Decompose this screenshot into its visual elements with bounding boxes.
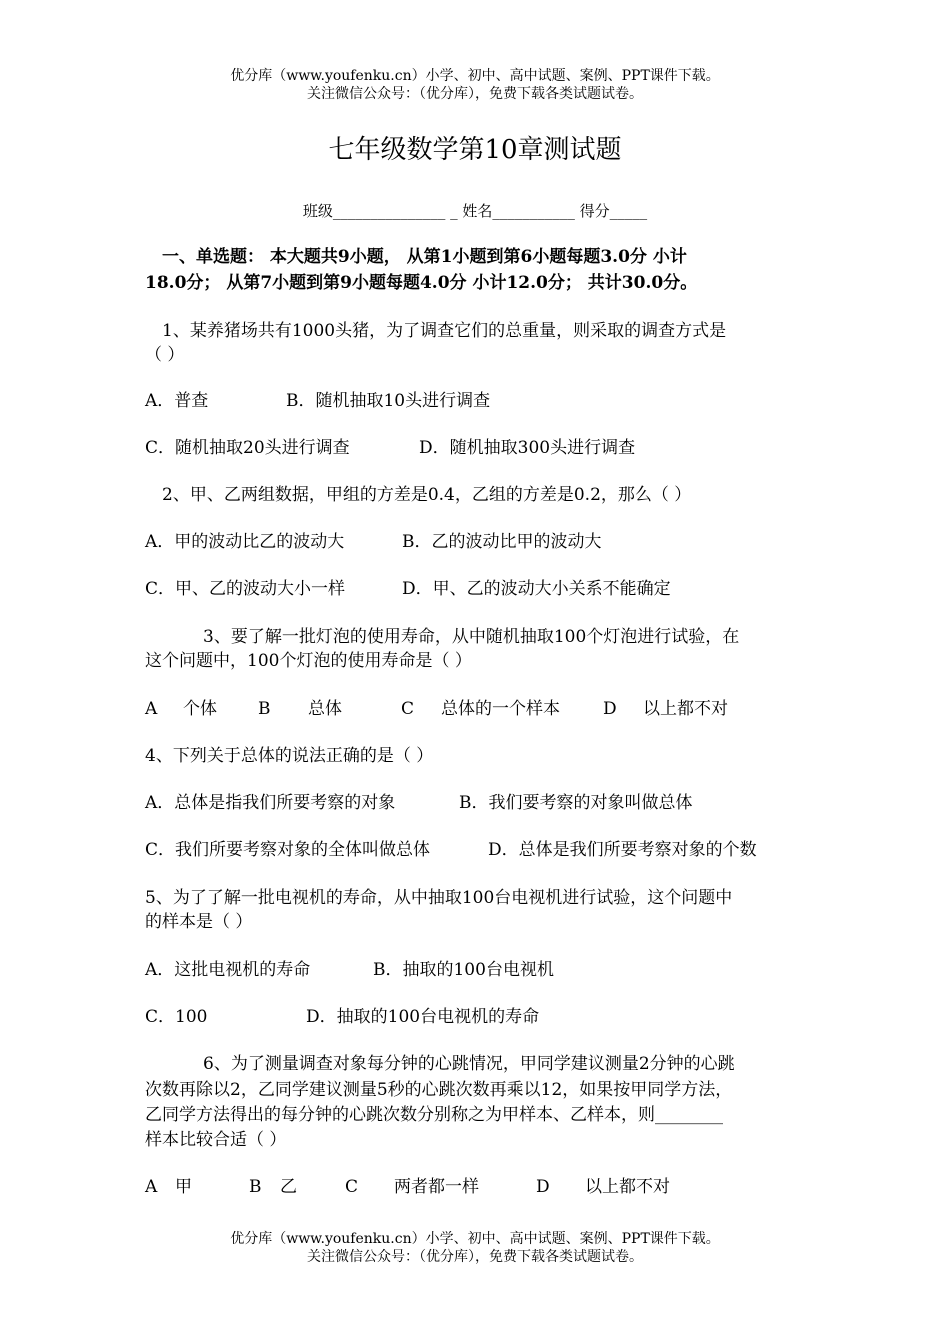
page-header-line-2: 关注微信公众号：（优分库），免费下载各类试题试卷。 <box>307 86 643 102</box>
option-d: D．抽取的100台电视机的寿命 <box>306 1007 540 1027</box>
option-c-text: 两者都一样 <box>394 1177 479 1197</box>
option-d-text: 以上都不对 <box>643 699 728 719</box>
option-b-letter: B <box>258 699 271 719</box>
section-heading-line-1: 一、单选题： 本大题共9小题， 从第1小题到第6小题每题3.0分 小计 <box>162 247 687 267</box>
option-c-letter: C <box>401 699 415 719</box>
option-b-text: 乙 <box>280 1177 297 1197</box>
question-text: 的样本是（ ） <box>145 912 253 932</box>
question-text: 乙同学方法得出的每分钟的心跳次数分别称之为甲样本、乙样本，则________ <box>145 1105 723 1125</box>
option-d-letter: D <box>536 1177 550 1197</box>
option-d: D．甲、乙的波动大小关系不能确定 <box>402 579 671 599</box>
option-d: D．随机抽取300头进行调查 <box>419 438 636 458</box>
class-name-score-line: 班级_______________ _ 姓名___________ 得分_____ <box>302 202 648 220</box>
page-footer-line-2: 关注微信公众号：（优分库），免费下载各类试题试卷。 <box>307 1249 643 1265</box>
option-c-letter: C <box>345 1177 359 1197</box>
question-text: 3、要了解一批灯泡的使用寿命，从中随机抽取100个灯泡进行试验，在 <box>203 627 740 647</box>
question-text: （ ） <box>145 345 185 365</box>
option-a-text: 甲 <box>175 1177 192 1197</box>
option-c-text: 总体的一个样本 <box>441 699 560 719</box>
question-text: 样本比较合适（ ） <box>145 1130 287 1150</box>
question-text: 这个问题中，100个灯泡的使用寿命是（ ） <box>145 651 472 671</box>
option-b: B．乙的波动比甲的波动大 <box>402 532 602 552</box>
option-c: C．甲、乙的波动大小一样 <box>145 579 346 599</box>
option-b: B．随机抽取10头进行调查 <box>286 391 491 411</box>
option-a-text: 个体 <box>183 699 217 719</box>
question-text: 6、为了测量调查对象每分钟的心跳情况，甲同学建议测量2分钟的心跳 <box>203 1054 735 1074</box>
option-d-letter: D <box>603 699 617 719</box>
question-text: 次数再除以2，乙同学建议测量5秒的心跳次数再乘以12，如果按甲同学方法， <box>145 1080 733 1100</box>
question-text: 4、下列关于总体的说法正确的是（ ） <box>145 746 434 766</box>
option-d-text: 以上都不对 <box>585 1177 670 1197</box>
option-a: A．这批电视机的寿命 <box>145 960 311 980</box>
option-b-letter: B <box>249 1177 262 1197</box>
question-text: 2、甲、乙两组数据，甲组的方差是0.4，乙组的方差是0.2，那么（ ） <box>162 485 692 505</box>
option-a: A．普查 <box>145 391 209 411</box>
option-a: A．总体是指我们所要考察的对象 <box>145 793 396 813</box>
section-heading-line-2: 18.0分； 从第7小题到第9小题每题4.0分 小计12.0分； 共计30.0分。 <box>145 273 698 293</box>
option-b: B．我们要考察的对象叫做总体 <box>459 793 693 813</box>
option-c: C．我们所要考察对象的全体叫做总体 <box>145 840 431 860</box>
option-b: B．抽取的100台电视机 <box>373 960 554 980</box>
option-a-letter: A <box>145 699 158 719</box>
option-a: A．甲的波动比乙的波动大 <box>145 532 345 552</box>
option-c: C．100 <box>145 1007 208 1027</box>
page-footer-line-1: 优分库（www.youfenku.cn）小学、初中、高中试题、案例、PPT课件下载。 <box>230 1231 720 1247</box>
option-a-letter: A <box>145 1177 158 1197</box>
option-c: C．随机抽取20头进行调查 <box>145 438 350 458</box>
question-text: 5、为了了解一批电视机的寿命，从中抽取100台电视机进行试验，这个问题中 <box>145 888 733 908</box>
option-d: D．总体是我们所要考察对象的个数 <box>488 840 757 860</box>
page-title: 七年级数学第10章测试题 <box>328 135 622 165</box>
option-b-text: 总体 <box>308 699 342 719</box>
page-header-line-1: 优分库（www.youfenku.cn）小学、初中、高中试题、案例、PPT课件下载。 <box>230 68 720 84</box>
question-text: 1、某养猪场共有1000头猪，为了调查它们的总重量，则采取的调查方式是 <box>162 321 727 341</box>
